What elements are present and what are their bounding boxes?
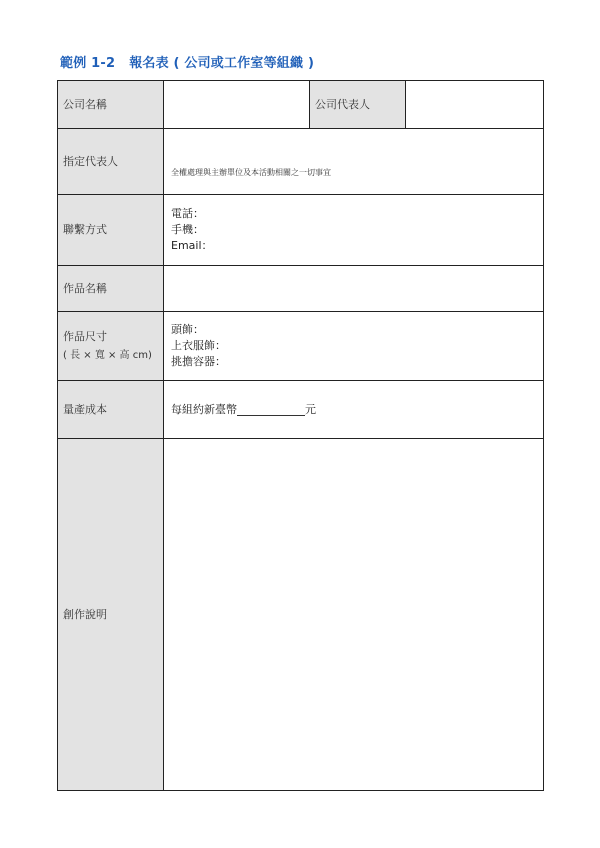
contact-label: 聯繫方式 (58, 195, 164, 266)
work-size-unit: ( 長 × 寬 × 高 cm) (63, 349, 152, 361)
work-size-label-cell (58, 312, 164, 381)
size-top-label: 上衣服飾： (171, 339, 226, 353)
cost-blank[interactable] (237, 404, 305, 416)
contact-field[interactable] (164, 195, 544, 266)
company-rep-field[interactable] (406, 81, 544, 129)
cost-label: 量產成本 (58, 381, 164, 439)
company-name-label: 公司名稱 (58, 81, 164, 129)
row-contact (58, 195, 544, 266)
row-company-name (58, 81, 544, 129)
row-work-size (58, 312, 544, 381)
row-cost (58, 381, 544, 439)
registration-form (57, 80, 544, 791)
contact-email-label: Email： (171, 238, 213, 252)
size-head-label: 頭飾： (171, 323, 204, 337)
work-name-label: 作品名稱 (58, 266, 164, 312)
designated-rep-note: 全權處理與主辦單位及本活動相關之一切事宜 (171, 167, 331, 177)
contact-phone-label: 電話： (171, 207, 204, 221)
company-rep-label: 公司代表人 (310, 81, 406, 129)
description-field[interactable] (164, 439, 544, 791)
designated-rep-label: 指定代表人 (58, 129, 164, 195)
cost-suffix: 元 (305, 402, 316, 416)
work-size-label: 作品尺寸 (63, 329, 107, 343)
row-work-name (58, 266, 544, 312)
row-designated-rep (58, 129, 544, 195)
work-size-field[interactable] (164, 312, 544, 381)
company-name-field[interactable] (164, 81, 310, 129)
work-name-field[interactable] (164, 266, 544, 312)
designated-rep-field[interactable] (164, 129, 544, 195)
cost-field[interactable] (164, 381, 544, 439)
contact-mobile-label: 手機： (171, 223, 204, 237)
description-label: 創作說明 (58, 439, 164, 791)
row-description (58, 439, 544, 791)
cost-prefix: 每組約新臺幣 (171, 402, 237, 416)
example-label: 範例 1-2 (60, 56, 116, 71)
size-container-label: 挑擔容器： (171, 354, 226, 368)
form-title: 報名表 ( 公司或工作室等組織 ) (129, 56, 315, 71)
page-title (60, 52, 314, 71)
